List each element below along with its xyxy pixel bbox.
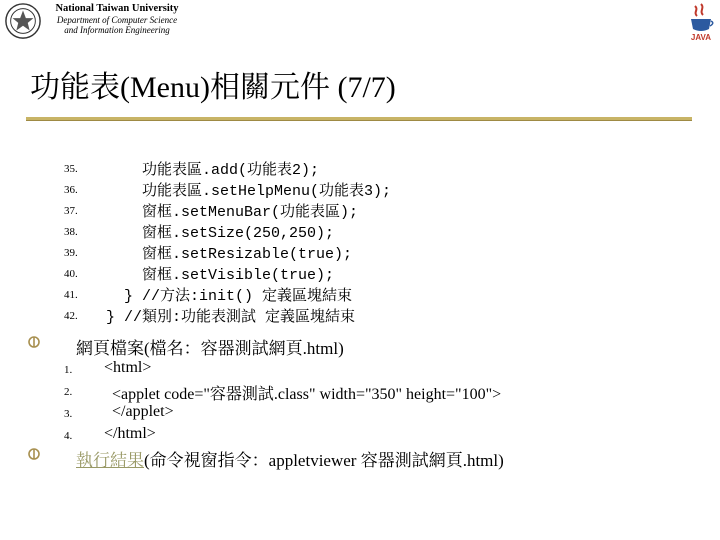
line-number: 37. <box>64 205 78 217</box>
header-text <box>42 3 192 36</box>
page-title: 功能表(Menu)相關元件 (7/7) <box>30 71 396 104</box>
department-line2: and Information Engineering <box>64 25 170 36</box>
html-text: <html> <box>104 359 152 376</box>
html-text: </applet> <box>112 403 174 420</box>
line-number: 3. <box>64 408 73 420</box>
line-number: 40. <box>64 268 78 280</box>
department-line1: Department of Computer Science <box>56 15 178 26</box>
code-text: } //類別:功能表測試 定義區塊結束 <box>106 309 356 326</box>
line-number: 36. <box>64 184 78 196</box>
bullet-html-file: 網頁檔案(檔名：容器測試網頁.html) <box>76 339 344 358</box>
java-logo-text: JAVA <box>690 33 712 42</box>
line-number: 38. <box>64 226 78 238</box>
java-logo-icon <box>686 2 716 42</box>
line-number: 4. <box>64 430 73 442</box>
code-text: 窗框.setResizable(true); <box>142 246 353 263</box>
line-number: 35. <box>64 163 78 175</box>
line-number: 2. <box>64 386 73 398</box>
code-text: 窗框.setMenuBar(功能表區); <box>142 204 359 221</box>
title-underline <box>26 112 692 124</box>
run-result-command: (命令視窗指令：appletviewer 容器測試網頁.html) <box>144 451 504 470</box>
code-text: 窗框.setSize(250,250); <box>142 225 335 242</box>
university-name: National Taiwan University <box>55 3 179 14</box>
run-result-link[interactable]: 執行結果 <box>76 451 144 470</box>
bullet-icon <box>28 336 40 348</box>
code-text: 功能表區.add(功能表2); <box>142 162 320 179</box>
university-seal-icon <box>4 2 42 40</box>
bullet-run-result <box>76 446 504 471</box>
code-text: } //方法:init() 定義區塊結束 <box>124 288 353 305</box>
line-number: 41. <box>64 289 78 301</box>
line-number: 42. <box>64 310 78 322</box>
line-number: 1. <box>64 364 73 376</box>
bullet-icon <box>28 448 40 460</box>
html-text: </html> <box>104 425 156 442</box>
line-number: 39. <box>64 247 78 259</box>
code-text: 窗框.setVisible(true); <box>142 267 335 284</box>
html-text: <applet code="容器測試.class" width="350" height="100"> <box>112 386 502 403</box>
code-text: 功能表區.setHelpMenu(功能表3); <box>142 183 392 200</box>
